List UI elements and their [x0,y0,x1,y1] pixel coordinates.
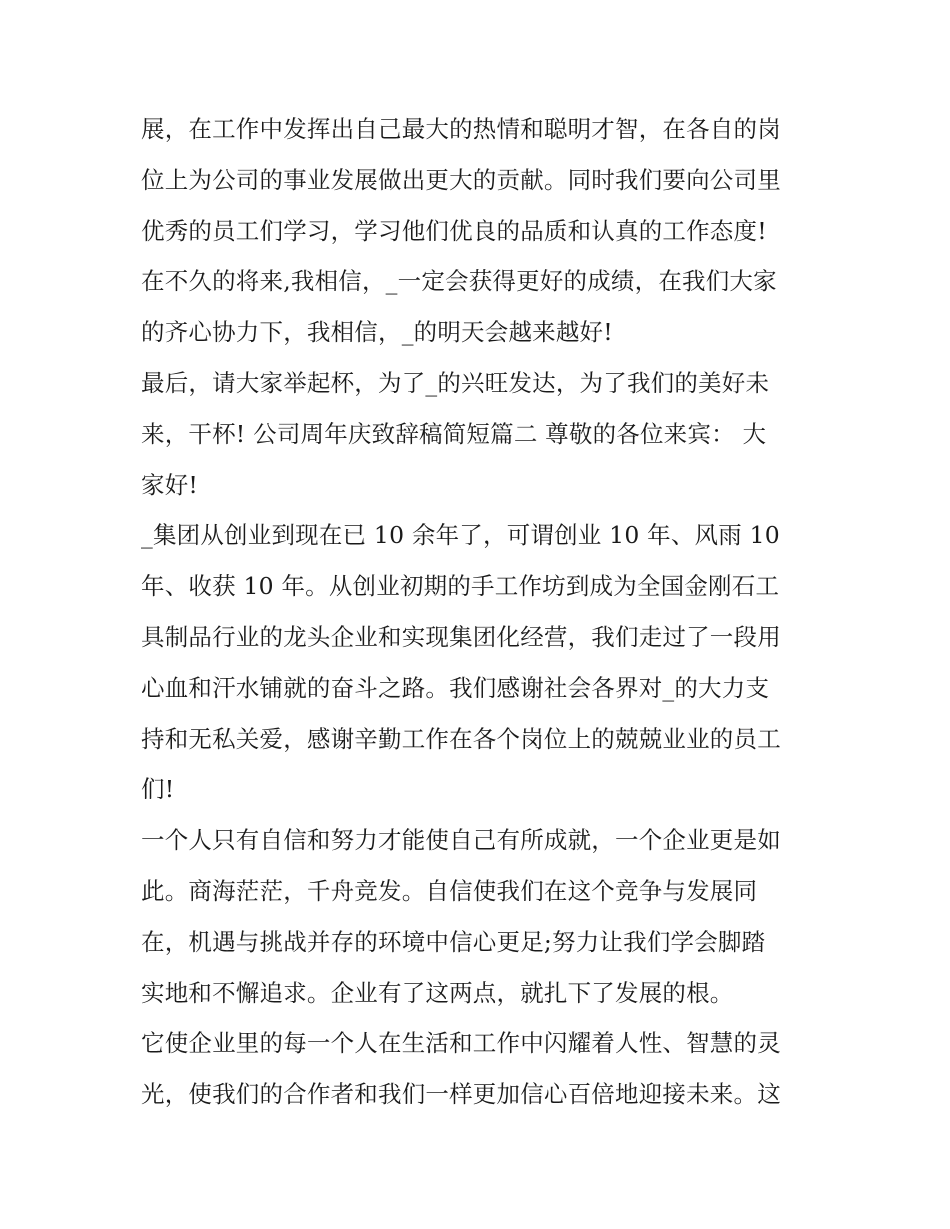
text-line-1: 展，在工作中发挥出自己最大的热情和聪明才智，在各自的岗 [141,115,781,143]
text-line-6: 最后，请大家举起杯，为了_的兴旺发达，为了我们的美好未 [141,368,770,397]
text-line-10: 年、收获 10 年。从创业初期的手工作坊到成为全国金刚石工 [141,572,780,601]
text-line-15: 一个人只有自信和努力才能使自己有所成就，一个企业更是如 [141,826,781,855]
document-body-text [141,104,813,1120]
text-line-4: 在不久的将来,我相信，_一定会获得更好的成绩，在我们大家 [141,267,777,296]
text-line-14: 们! [141,775,175,804]
text-line-13: 持和无私关爱，感谢辛勤工作在各个岗位上的兢兢业业的员工 [141,724,781,753]
text-line-16: 此。商海茫茫，千舟竞发。自信使我们在这个竞争与发展同 [141,876,758,905]
text-line-9: _集团从创业到现在已 10 余年了，可谓创业 10 年、风雨 10 [141,521,780,550]
text-line-5: 的齐心协力下，我相信，_的明天会越来越好! [141,318,613,347]
text-line-19: 它使企业里的每一个人在生活和工作中闪耀着人性、智慧的灵 [141,1029,781,1058]
text-line-12: 心血和汗水铺就的奋斗之路。我们感谢社会各界对_的大力支 [141,673,770,702]
text-line-3: 优秀的员工们学习，学习他们优良的品质和认真的工作态度! [141,216,767,245]
text-line-18: 实地和不懈追求。企业有了这两点，就扎下了发展的根。 [141,978,734,1007]
text-line-7: 来，干杯! 公司周年庆致辞稿简短篇二 尊敬的各位来宾： 大 [141,419,767,448]
text-line-8: 家好! [141,470,199,499]
text-line-17: 在，机遇与挑战并存的环境中信心更足;努力让我们学会脚踏 [141,927,766,956]
text-line-11: 具制品行业的龙头企业和实现集团化经营，我们走过了一段用 [141,622,781,651]
text-line-2: 位上为公司的事业发展做出更大的贡献。同时我们要向公司里 [141,165,781,194]
text-line-20: 光，使我们的合作者和我们一样更加信心百倍地迎接未来。这 [141,1080,781,1109]
